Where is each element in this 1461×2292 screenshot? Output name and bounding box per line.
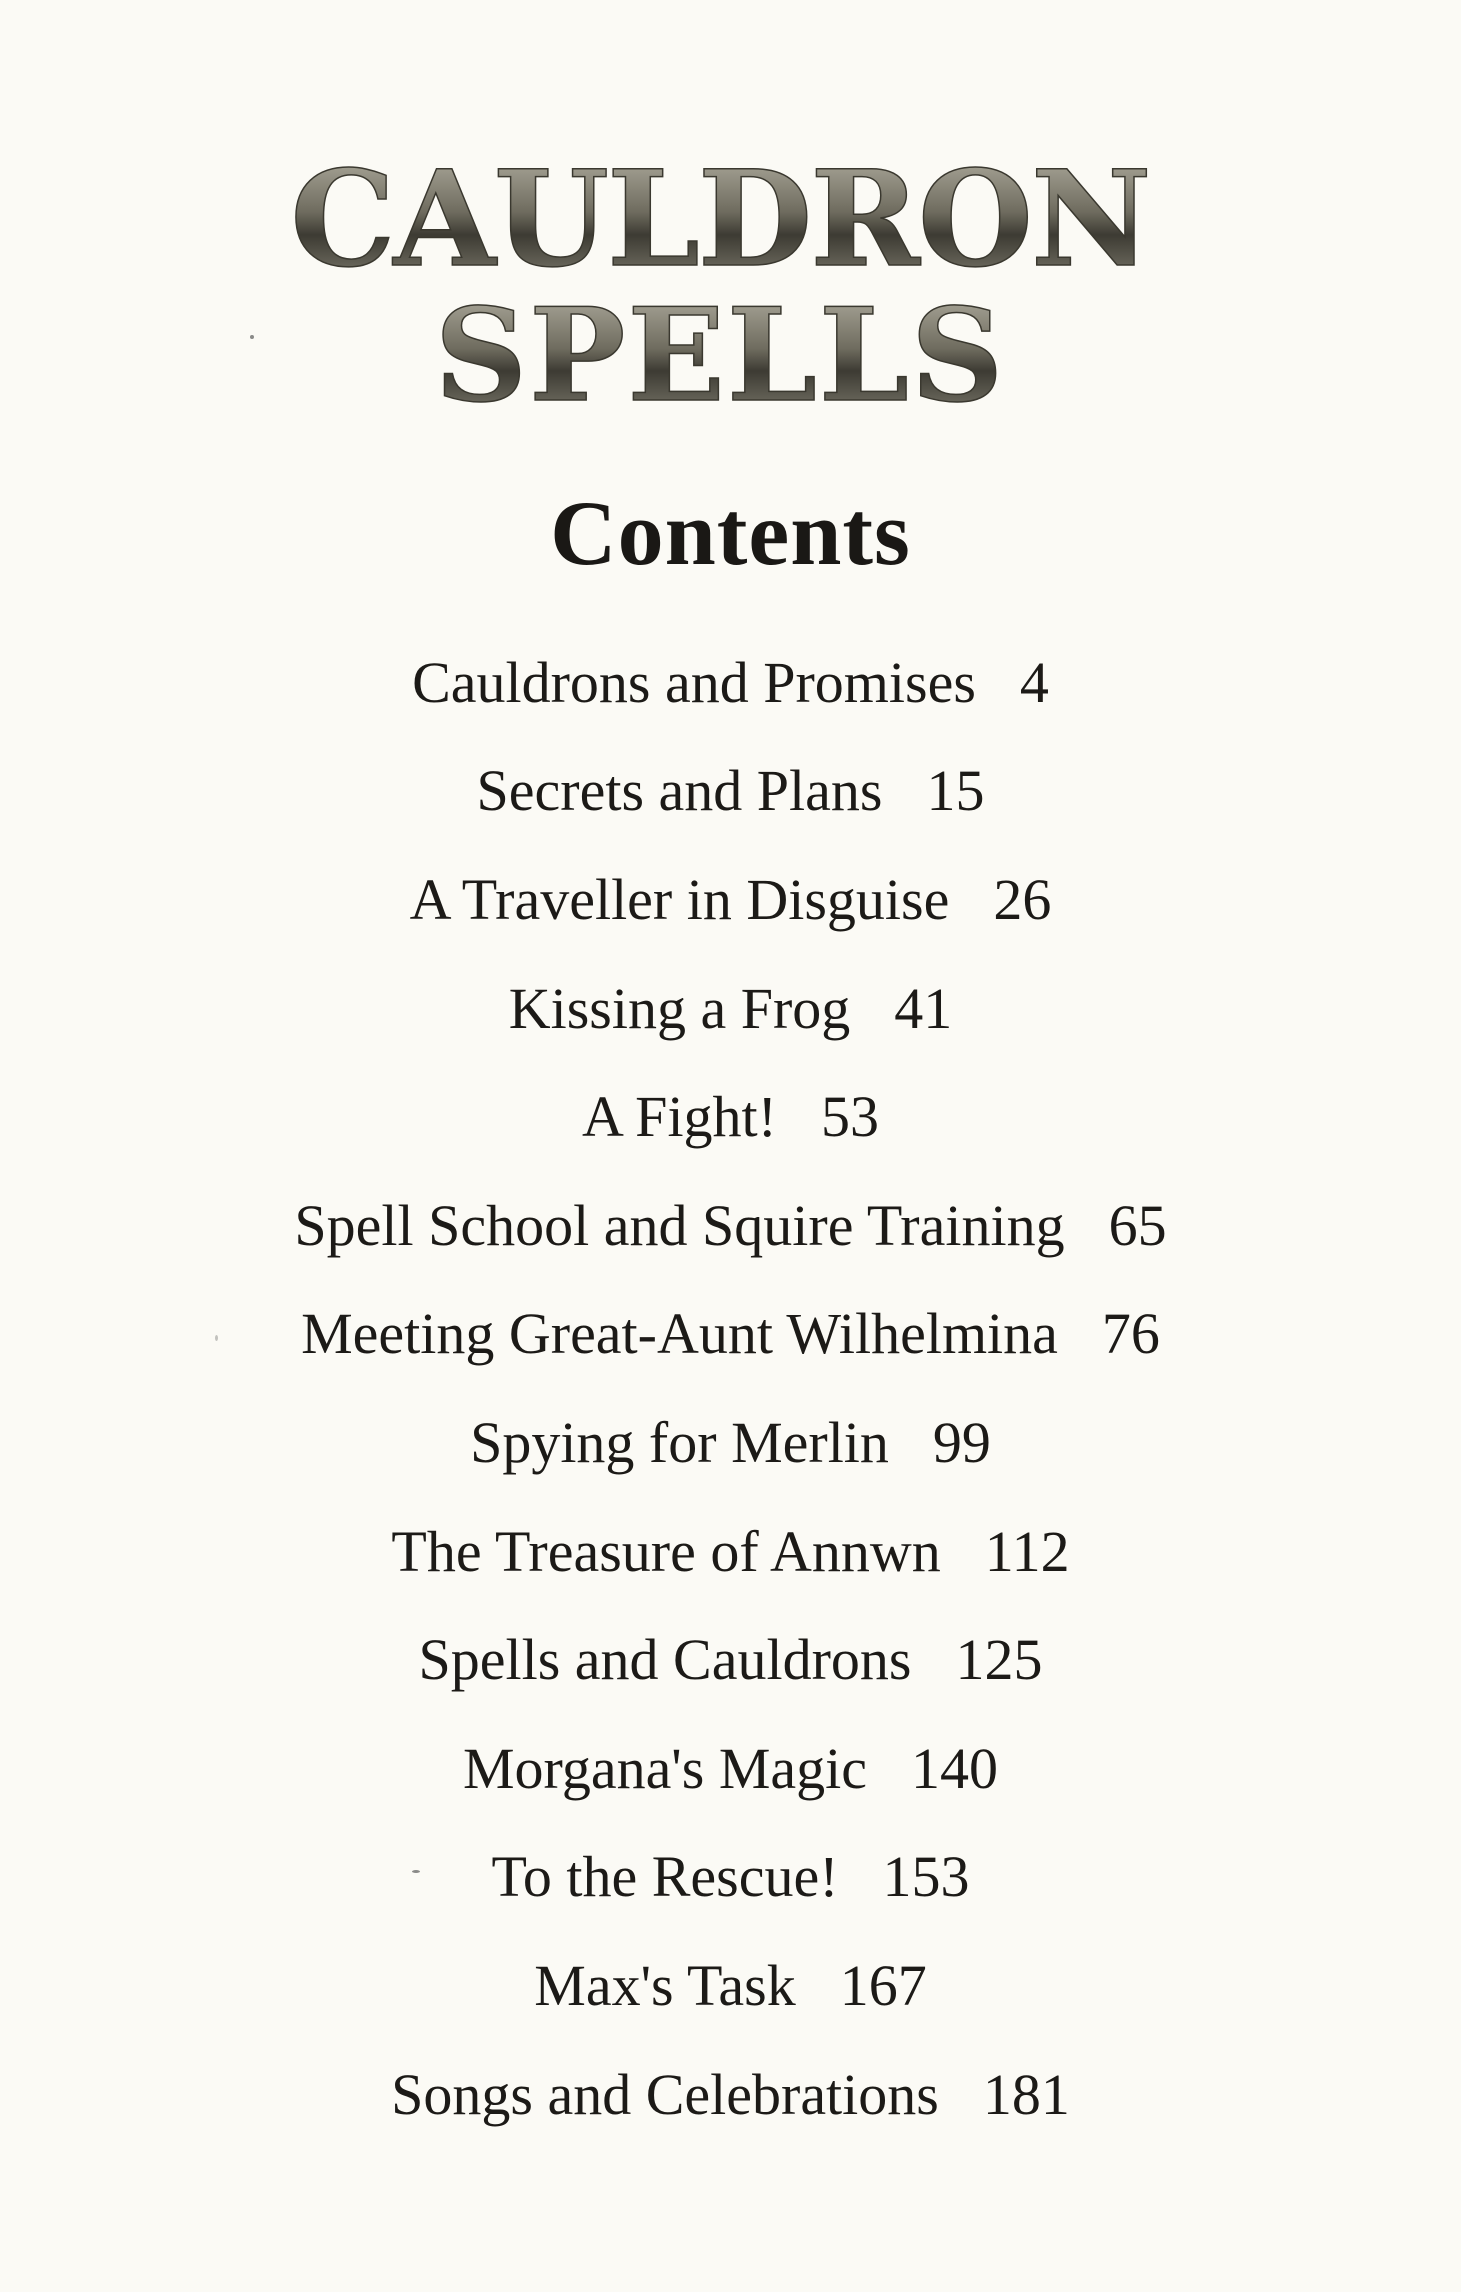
- toc-entry-page-number: 112: [984, 1518, 1070, 1584]
- toc-entry-page-number: 140: [911, 1735, 999, 1801]
- scan-speck: [215, 1335, 218, 1341]
- toc-entry: [0, 1714, 1461, 1823]
- toc-entry-title: Spells and Cauldrons: [418, 1627, 912, 1693]
- toc-entry-title: Spying for Merlin: [470, 1409, 889, 1475]
- toc-entry-title: Max's Task: [534, 1952, 796, 2018]
- toc-entry-page-number: 99: [932, 1409, 991, 1475]
- toc-entry: [0, 737, 1461, 846]
- toc-entry-page-number: 65: [1108, 1192, 1167, 1258]
- toc-entry-page-number: 125: [955, 1627, 1043, 1693]
- toc-entry: [0, 1171, 1461, 1280]
- scan-speck: [250, 335, 254, 339]
- toc-entry-title: A Traveller in Disguise: [409, 866, 950, 932]
- toc-entry: [0, 1605, 1461, 1714]
- toc-entry-title: Secrets and Plans: [476, 758, 883, 824]
- toc-entry-page-number: 26: [993, 866, 1052, 932]
- toc-entry-page-number: 153: [882, 1844, 970, 1910]
- toc-entry-page-number: 53: [821, 1084, 879, 1150]
- contents-heading: Contents: [550, 482, 911, 584]
- toc-entry: [0, 1497, 1461, 1606]
- toc-entry: [0, 1280, 1461, 1389]
- toc-entry-page-number: 76: [1101, 1301, 1160, 1367]
- toc-entry: [0, 628, 1461, 737]
- toc-entry-title: To the Rescue!: [491, 1844, 839, 1910]
- table-of-contents: [0, 628, 1461, 2148]
- toc-entry-title: Spell School and Squire Training: [294, 1192, 1065, 1258]
- toc-entry: [0, 2040, 1461, 2149]
- toc-entry-page-number: 4: [1019, 649, 1049, 715]
- toc-entry-title: Meeting Great-Aunt Wilhelmina: [301, 1301, 1058, 1367]
- cauldron-spells-logo: [290, 130, 1150, 440]
- toc-entry-page-number: 41: [894, 975, 953, 1041]
- toc-entry-page-number: 181: [982, 2061, 1070, 2127]
- toc-entry: [0, 1062, 1461, 1171]
- toc-entry: [0, 845, 1461, 954]
- toc-entry-title: Morgana's Magic: [462, 1735, 868, 1801]
- toc-entry: [0, 1388, 1461, 1497]
- toc-entry-title: Songs and Celebrations: [391, 2061, 939, 2127]
- toc-entry: [0, 954, 1461, 1063]
- toc-entry: [0, 1823, 1461, 1932]
- toc-entry-title: Cauldrons and Promises: [412, 649, 976, 715]
- logo-line-cauldron: CAULDRON: [290, 142, 1150, 297]
- toc-entry-title: Kissing a Frog: [508, 975, 851, 1041]
- logo-line-spells: SPELLS: [434, 281, 1006, 431]
- toc-entry-title: A Fight!: [582, 1084, 777, 1150]
- scan-speck: [412, 1870, 420, 1873]
- toc-entry: [0, 1931, 1461, 2040]
- toc-entry-page-number: 15: [926, 758, 985, 824]
- toc-entry-title: The Treasure of Annwn: [391, 1518, 941, 1584]
- toc-entry-page-number: 167: [839, 1952, 927, 2018]
